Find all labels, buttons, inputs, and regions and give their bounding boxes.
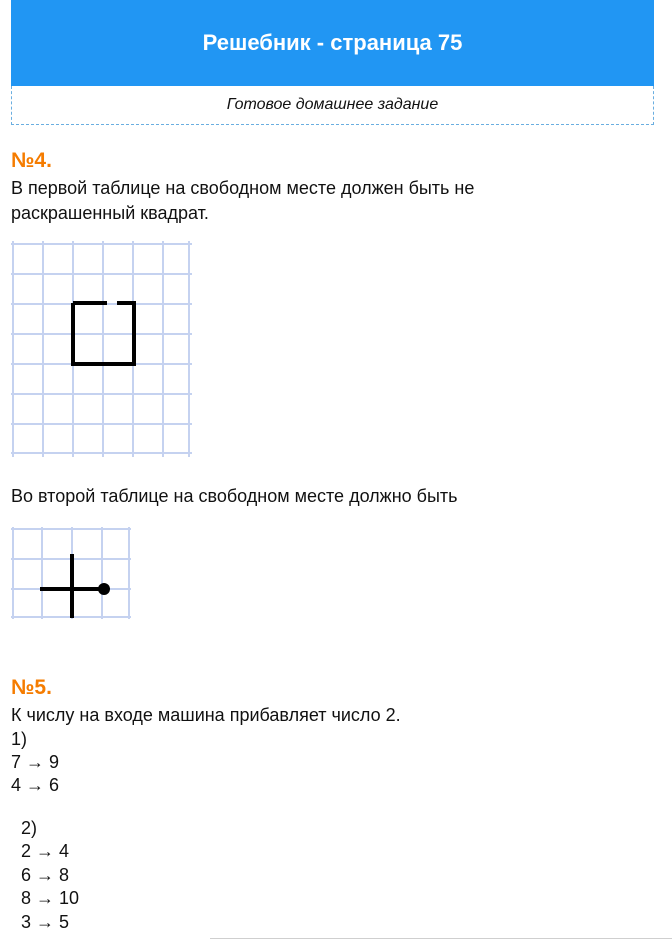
page-subtitle-box <box>11 86 654 125</box>
page-header <box>11 0 654 86</box>
task4-text-line1: В первой таблице на свободном месте должен быть не <box>11 178 475 198</box>
task4-text2: Во второй таблице на свободном месте должно быть <box>11 486 458 506</box>
page-title: Решебник - страница 75 <box>202 30 463 55</box>
task5-part2-line: 6 → 8 <box>21 865 70 885</box>
task4-text-line2: раскрашенный квадрат. <box>11 203 209 223</box>
task5-number: №5. <box>11 676 52 699</box>
task5-part2-label: 2) <box>21 818 38 838</box>
task5-part1-label: 1) <box>11 729 28 749</box>
task5-part2-line: 3 → 5 <box>21 912 70 932</box>
task5-part2-line: 2 → 4 <box>21 841 70 861</box>
task5-part1-line: 7 → 9 <box>11 752 60 772</box>
grid-figure-cross <box>11 527 131 619</box>
task5-part2-line: 8 → 10 <box>21 888 80 908</box>
grid-figure-square <box>11 241 192 457</box>
task5-intro: К числу на входе машина прибавляет число 2. <box>11 705 401 725</box>
page-subtitle: Готовое домашнее задание <box>226 96 439 113</box>
divider <box>210 938 672 939</box>
task5-part1-line: 4 → 6 <box>11 775 60 795</box>
task4-number: №4. <box>11 149 52 172</box>
